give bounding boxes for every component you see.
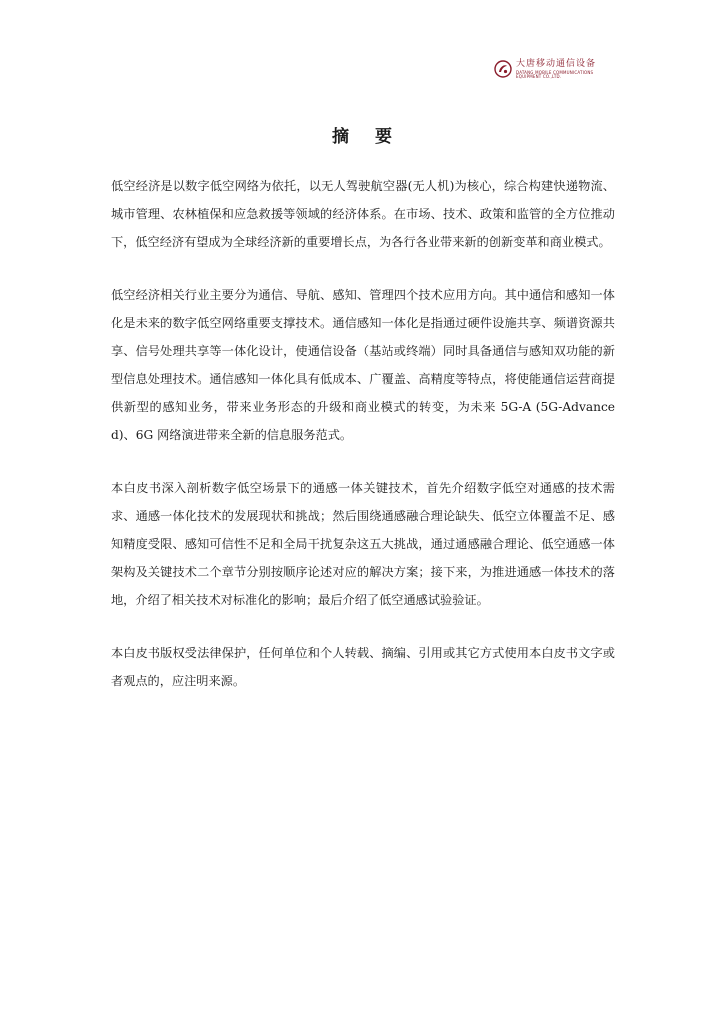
logo-chinese-name: 大唐移动通信设备 (516, 58, 597, 69)
abstract-body (111, 172, 615, 720)
company-logo (494, 58, 614, 80)
paragraph-whitepaper-scope: 本白皮书深入剖析数字低空场景下的通感一体关键技术，首先介绍数字低空对通感的技术需求、通感一体化技术的发展现状和挑战；然后围绕通感融合理论缺失、低空立体覆盖不足、感知精度受限、感知可信性不足和全局干扰复杂这五大挑战，通过通感融合理论、低空通感一体架构及关键技术二个章节分别按顺序论述对应的解决方案；接下来，为推进通感一体技术的落地，介绍了相关技术对标准化的影响；最后介绍了低空通感试验验证。 (111, 481, 615, 607)
paragraph-intro: 低空经济是以数字低空网络为依托，以无人驾驶航空器(无人机)为核心，综合构建快递物流、城市管理、农林植保和应急救援等领域的经济体系。在市场、技术、政策和监管的全方位推动下，低空经济有望成为全球经济新的重要增长点，为各行各业带来新的创新变革和商业模式。 (111, 179, 615, 249)
company-emblem-icon (494, 60, 512, 78)
paragraph-technology: 低空经济相关行业主要分为通信、导航、感知、管理四个技术应用方向。其中通信和感知一体化是未来的数字低空网络重要支撑技术。通信感知一体化是指通过硬件设施共享、频谱资源共享、信号处理共享等一体化设计，使通信设备（基站或终端）同时具备通信与感知双功能的新型信息处理技术。通信感知一体化具有低成本、广覆盖、高精度等特点，将使能通信运营商提供新型的感知业务，带来业务形态的升级和商业模式的转变，为未来 5G-A (5G-Advanced)、6G 网络演进带来全新的信息服务范式。 (111, 288, 615, 442)
logo-english-name: DATANG MOBILE COMMUNICATIONS EQUIPMENT CO.,LTD. (516, 69, 594, 79)
logo-wordmark (516, 60, 614, 79)
page-title: 摘 要 (332, 127, 402, 147)
paragraph-copyright: 本白皮书版权受法律保护，任何单位和个人转载、摘编、引用或其它方式使用本白皮书文字或者观点的，应注明来源。 (111, 646, 615, 688)
